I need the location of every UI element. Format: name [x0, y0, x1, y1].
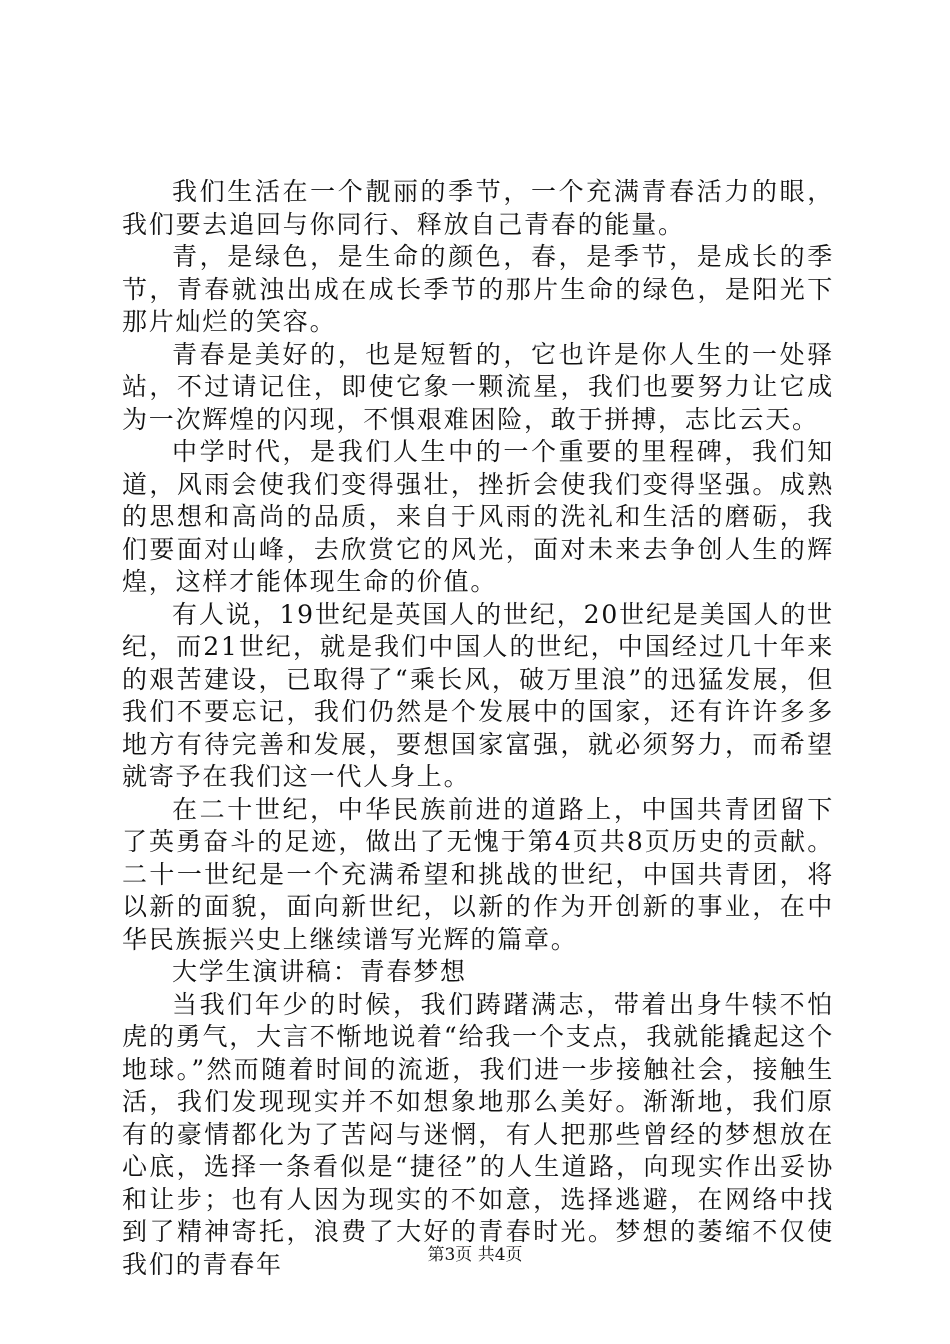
paragraph-5: 有人说，19世纪是英国人的世纪，20世纪是美国人的世纪，而21世纪，就是我们中国人的世纪，中国经过几十年来的艰苦建设，已取得了“乘长风，破万里浪”的迅猛发展，但我们不要忘记，我们仍然是个发展中的国家，还有许许多多地方有待完善和发展，要想国家富强，就必须努力，而希望就寄予在我们这一代人身上。 [122, 599, 834, 791]
paragraph-7: 当我们年少的时候，我们踌躇满志，带着出身牛犊不怕虎的勇气，大言不惭地说着“给我一个支点，我就能撬起这个地球。”然而随着时间的流逝，我们进一步接触社会，接触生活，我们发现现实并不如想象地那么美好。渐渐地，我们原有的豪情都化为了苦闷与迷惘，有人把那些曾经的梦想放在心底，选择一条看似是“捷径”的人生道路，向现实作出妥协和让步；也有人因为现实的不如意，选择逃避，在网络中找到了精神寄托，浪费了大好的青春时光。梦想的萎缩不仅使我们的青春年 [122, 989, 834, 1279]
page-number-footer: 第3页 共4页 [427, 1245, 523, 1265]
paragraph-4: 中学时代，是我们人生中的一个重要的里程碑，我们知道，风雨会使我们变得强壮，挫折会使我们变得坚强。成熟的思想和高尚的品质，来自于风雨的洗礼和生活的磨砺，我们要面对山峰，去欣赏它的风光，面对未来去争创人生的辉煌，这样才能体现生命的价值。 [122, 437, 834, 596]
paragraph-2: 青，是绿色，是生命的颜色，春，是季节，是成长的季节，青春就浊出成在成长季节的那片生命的绿色，是阳光下那片灿烂的笑容。 [122, 242, 834, 336]
section-heading: 大学生演讲稿：青春梦想 [172, 957, 467, 986]
document-body [122, 176, 834, 1281]
paragraph-1: 我们生活在一个靓丽的季节，一个充满青春活力的眼，我们要去追回与你同行、释放自己青春的能量。 [122, 177, 834, 239]
paragraph-6: 在二十世纪，中华民族前进的道路上，中国共青团留下了英勇奋斗的足迹，做出了无愧于第4页共8页历史的贡献。二十一世纪是一个充满希望和挑战的世纪，中国共青团，将以新的面貌，面向新世纪，以新的作为开创新的事业，在中华民族振兴史上继续谱写光辉的篇章。 [122, 794, 834, 954]
paragraph-3: 青春是美好的，也是短暂的，它也许是你人生的一处驿站，不过请记住，即使它象一颗流星，我们也要努力让它成为一次辉煌的闪现，不惧艰难困险，敢于拼搏，志比云天。 [122, 339, 834, 434]
